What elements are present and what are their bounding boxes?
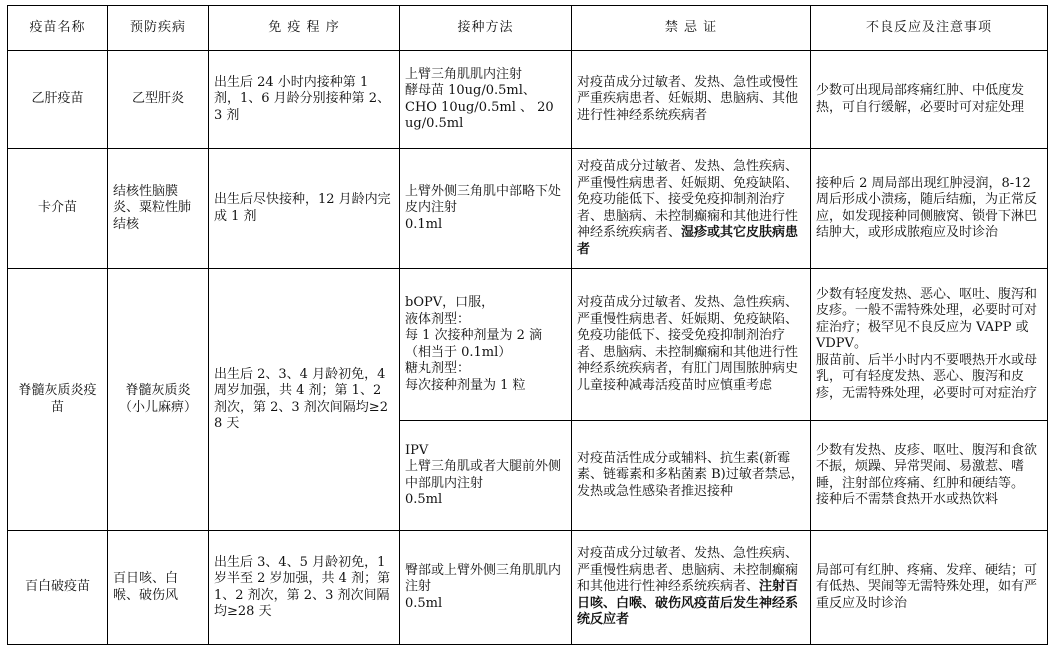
- contraindication-cell: [572, 149, 811, 269]
- schedule-cell: 出生后 3、4、5 月龄初免，1 岁半至 2 岁加强，共 4 剂；第 1、2 剂次，第 2、3 剂次间隔均≥28 天: [209, 531, 400, 645]
- vaccine-name-cell: 乙肝疫苗: [8, 51, 108, 149]
- method-cell: 上臂三角肌肌内注射 酵母苗 10ug/0.5ml、 CHO 10ug/0.5ml 、 20 ug/0.5ml: [400, 51, 572, 149]
- method-cell: IPV 上臂三角肌或者大腿前外侧中部肌内注射 0.5ml: [400, 421, 572, 531]
- vaccine-table: [7, 5, 1048, 645]
- table-row: [8, 269, 1048, 421]
- schedule-cell: 出生后 2、3、4 月龄初免，4 周岁加强，共 4 剂；第 1、2 剂次，第 2、3 剂次间隔均≥28 天: [209, 269, 400, 531]
- reaction-cell: 少数有轻度发热、恶心、呕吐、腹泻和皮疹。一般不需特殊处理，必要时可对症治疗；极罕见不良反应为 VAPP 或 VDPV。 服苗前、后半小时内不要喂热开水或母乳，可有轻度发热、恶心、腹泻和皮疹，无需特殊处理，必要时可对症治疗: [811, 269, 1048, 421]
- header-method: 接种方法: [400, 6, 572, 51]
- table-row: [8, 531, 1048, 645]
- method-cell: bOPV，口服， 液体剂型： 每 1 次接种剂量为 2 滴（相当于 0.1ml） 糖丸剂型： 每次接种剂量为 1 粒: [400, 269, 572, 421]
- contraindication-emphasis: 注射百日咳、白喉、破伤风疫苗后发生神经系统反应者: [577, 579, 799, 628]
- contraindication-emphasis: 湿疹或其它皮肤病患者: [577, 225, 799, 257]
- schedule-cell: 出生后尽快接种，12 月龄内完成 1 剂: [209, 149, 400, 269]
- contraindication-cell: 对疫苗活性成分或辅料、抗生素(新霉素、链霉素和多粘菌素 B)过敏者禁忌，发热或急性感染者推迟接种: [572, 421, 811, 531]
- header-reactions: 不良反应及注意事项: [811, 6, 1048, 51]
- method-cell: 臀部或上臂外侧三角肌肌内注射 0.5ml: [400, 531, 572, 645]
- header-schedule: 免 疫 程 序: [209, 6, 400, 51]
- reaction-cell: 少数可出现局部疼痛红肿、中低度发热，可自行缓解，必要时可对症处理: [811, 51, 1048, 149]
- header-disease: 预防疾病: [108, 6, 209, 51]
- disease-cell: 脊髓灰质炎（小儿麻痹）: [108, 269, 209, 531]
- header-row: [8, 6, 1048, 51]
- table-row: [8, 149, 1048, 269]
- contraindication-text: 对疫苗成分过敏者、发热、急性疾病、严重慢性病患者、患脑病、未控制癫痫和其他进行性神经系统疾病者、: [577, 546, 799, 595]
- vaccine-name-cell: 卡介苗: [8, 149, 108, 269]
- contraindication-text: 对疫苗成分过敏者、发热、急性疾病、严重慢性病患者、妊娠期、免疫缺陷、免疫功能低下、接受免疫抑制剂治疗者、患脑病、未控制癫痫和其他进行性神经系统疾病者、: [577, 159, 799, 240]
- reaction-cell: 少数有发热、皮疹、呕吐、腹泻和食欲不振，烦躁、异常哭闹、易激惹、嗜睡，注射部位疼痛、红肿和硬结等。 接种后不需禁食热开水或热饮料: [811, 421, 1048, 531]
- disease-cell: 百日咳、白喉、破伤风: [108, 531, 209, 645]
- method-cell: 上臂外侧三角肌中部略下处皮内注射 0.1ml: [400, 149, 572, 269]
- contraindication-cell: 对疫苗成分过敏者、发热、急性或慢性严重疾病患者、妊娠期、患脑病、其他进行性神经系统疾病者: [572, 51, 811, 149]
- vaccine-name-cell: 百白破疫苗: [8, 531, 108, 645]
- disease-cell: 乙型肝炎: [108, 51, 209, 149]
- table-row: [8, 51, 1048, 149]
- disease-cell: 结核性脑膜炎、粟粒性肺结核: [108, 149, 209, 269]
- schedule-cell: 出生后 24 小时内接种第 1 剂，1、6 月龄分别接种第 2、3 剂: [209, 51, 400, 149]
- vaccine-name-cell: 脊髓灰质炎疫苗: [8, 269, 108, 531]
- reaction-cell: 局部可有红肿、疼痛、发痒、硬结；可有低热、哭闹等无需特殊处理，如有严重反应及时诊治: [811, 531, 1048, 645]
- contraindication-cell: 对疫苗成分过敏者、发热、急性疾病、严重慢性病患者、妊娠期、免疫缺陷、免疫功能低下、接受免疫抑制剂治疗者、患脑病、未控制癫痫和其他进行性神经系统疾病者，有肛门周围脓肿病史儿童接种减毒活疫苗时应慎重考虑: [572, 269, 811, 421]
- header-contraindications: 禁 忌 证: [572, 6, 811, 51]
- reaction-cell: 接种后 2 周局部出现红肿浸润，8-12 周后形成小溃疡，随后结痂，为正常反应，如发现接种同侧腋窝、锁骨下淋巴结肿大，或形成脓疱应及时诊治: [811, 149, 1048, 269]
- contraindication-cell: [572, 531, 811, 645]
- header-vaccine-name: 疫苗名称: [8, 6, 108, 51]
